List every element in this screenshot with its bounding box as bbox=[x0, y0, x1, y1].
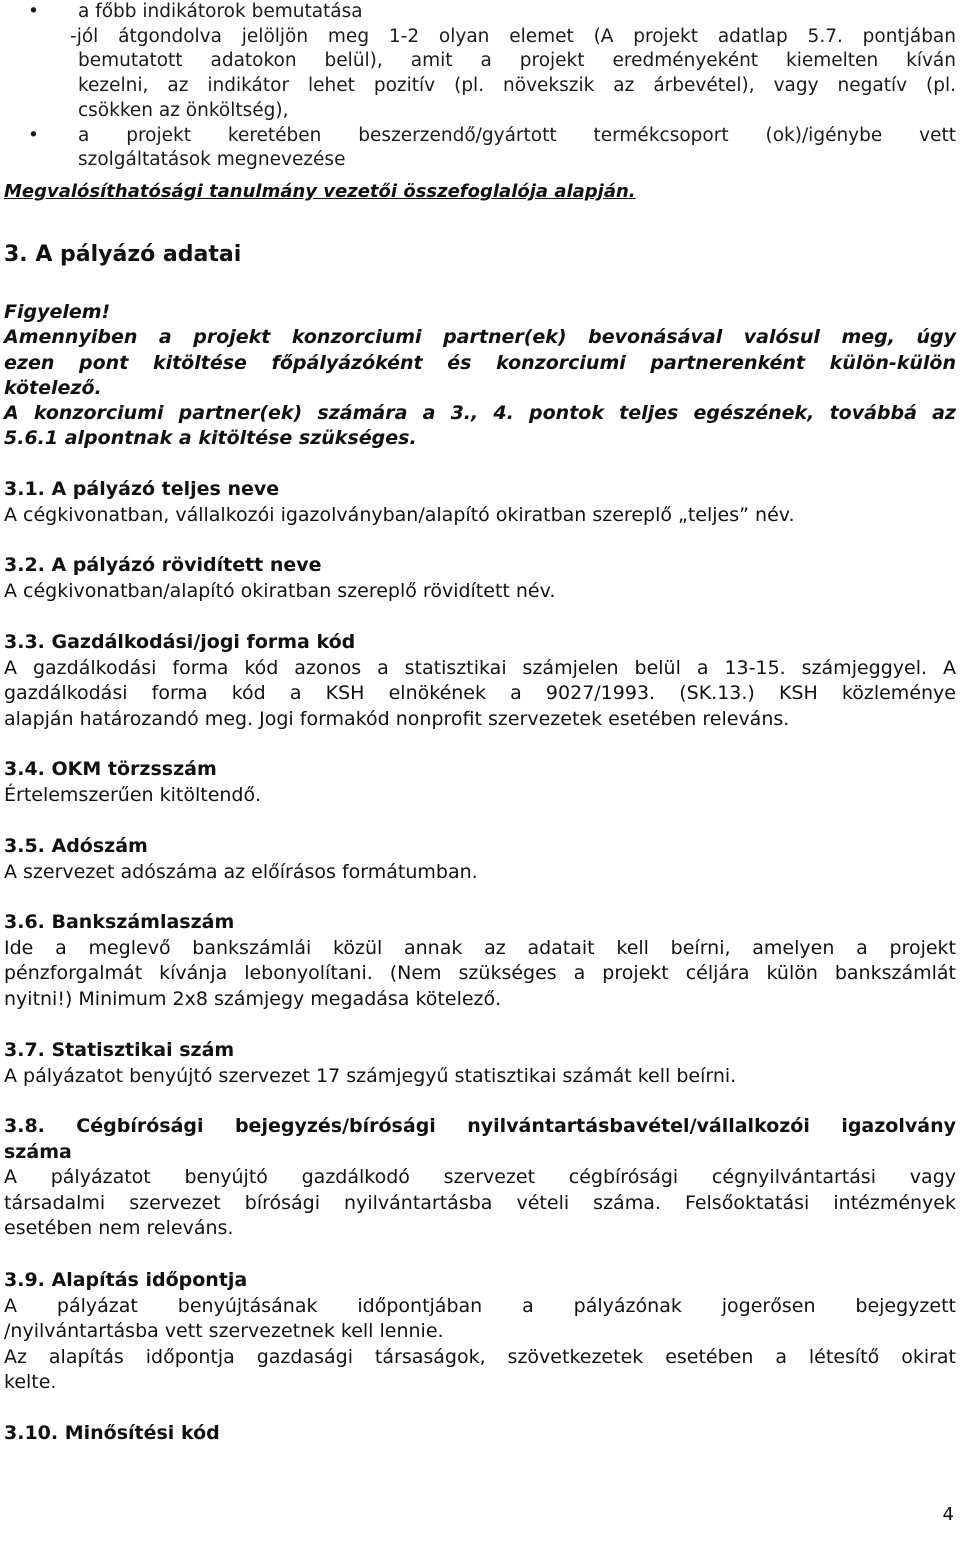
section-3-4: 3.4. OKM törzsszám Értelemszerűen kitöltendő. bbox=[4, 758, 262, 806]
section-3-10: 3.10. Minősítési kód bbox=[4, 1422, 220, 1444]
section-3-7: 3.7. Statisztikai szám A pályázatot benyújtó szervezet 17 számjegyű statisztikai számát kell beírni. bbox=[4, 1039, 737, 1087]
page-number: 4 bbox=[942, 1504, 954, 1525]
section-3-2: 3.2. A pályázó rövidített neve A cégkivonatban/alapító okiratban szereplő rövidített név. bbox=[4, 554, 556, 602]
bullet-item-indicators: • a főbb indikátorok bemutatása bbox=[0, 0, 956, 25]
sub-item-indicator-selection: -jól átgondolva jelöljön meg 1-2 olyan elemet (A projekt adatlap 5.7. pontjában bemutatott adatokon belül), amit a projekt eredményeként kiemelten kíván kezelni, az indikátor lehet pozitív (pl. növekszik az árbevétel), vagy negatív (pl. csökken az önköltség), bbox=[70, 25, 956, 121]
bullet-item-product-groups: • a projekt keretében beszerzendő/gyártott termékcsoport (ok)/igénybe vett szolgáltatások megnevezése bbox=[28, 124, 956, 171]
section-heading: 3. A pályázó adatai bbox=[4, 242, 242, 267]
section-3-1: 3.1. A pályázó teljes neve A cégkivonatban, vállalkozói igazolványban/alapító okiratban szereplő „teljes” név. bbox=[4, 478, 795, 526]
bullet-icon: • bbox=[28, 124, 39, 146]
section-3-8: 3.8. Cégbírósági bejegyzés/bírósági nyilvántartásbavétel/vállalkozói igazolvány száma A pályázatot benyújtó gazdálkodó szervezet cégbírósági cégnyilvántartási vagy társadalmi szervezet bírósági nyilvántartásba vételi száma. Felsőoktatási intézmények esetében nem releváns. bbox=[4, 1115, 956, 1239]
section-3-9: 3.9. Alapítás időpontja A pályázat benyújtásának időpontjában a pályázónak jogerősen bejegyzett /nyilvántartásba vett szervezetnek kell lennie. Az alapítás időpontja gazdasági társaságok, szövetkezetek esetében a létesítő okirat kelte. bbox=[4, 1269, 956, 1393]
section-3-5: 3.5. Adószám A szervezet adószáma az előírásos formátumban. bbox=[4, 835, 478, 883]
section-3-6: 3.6. Bankszámlaszám Ide a meglevő bankszámlái közül annak az adatait kell beírni, amelyen a projekt pénzforgalmát kívánja lebonyolítani. (Nem szükséges a projekt céljára külön bankszámlát nyitni!) Minimum 2x8 számjegy megadása kötelező. bbox=[4, 911, 956, 1010]
bullet-icon: • bbox=[28, 1, 39, 22]
feasibility-study-note: Megvalósíthatósági tanulmány vezetői összefoglalója alapján. bbox=[4, 181, 636, 202]
warning-block: Figyelem! Amennyiben a projekt konzorciumi partner(ek) bevonásával valósul meg, úgy ezen pont kitöltése főpályázóként és konzorciumi partnerenként külön-külön kötelező. A konzorciumi partner(ek) számára a 3., 4. pontok teljes egészének, továbbá az 5.6.1 alpontnak a kitöltése szükséges. bbox=[4, 301, 956, 450]
section-3-3: 3.3. Gazdálkodási/jogi forma kód A gazdálkodási forma kód azonos a statisztikai számjelen belül a 13-15. számjeggyel. A gazdálkodási forma kód a KSH elnökének a 9027/1993. (SK.13.) KSH közleménye alapján határozandó meg. Jogi formakód nonprofit szervezetek esetében releváns. bbox=[4, 631, 956, 730]
bullet-list bbox=[0, 0, 956, 173]
